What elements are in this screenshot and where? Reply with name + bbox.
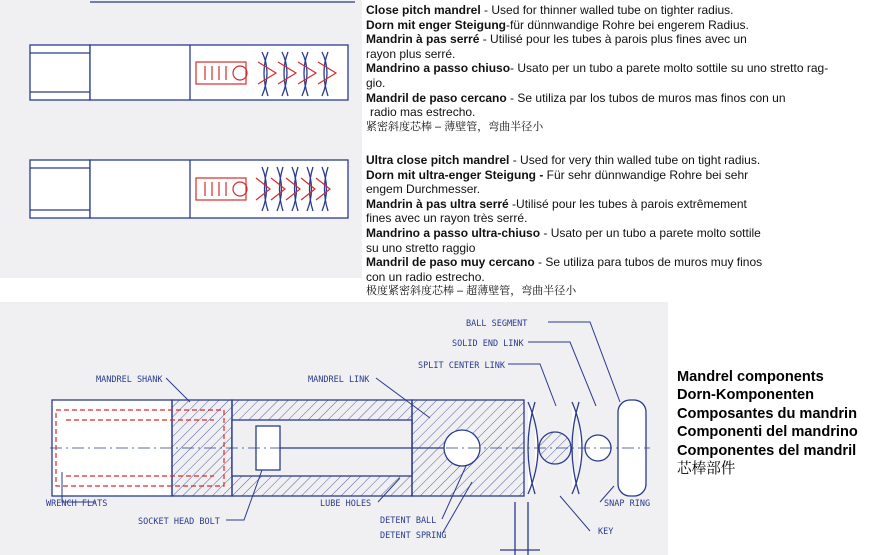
ultra-close-pitch-description xyxy=(366,153,866,299)
ultra-fr-text: -Utilisé pour les tubes à parois extrêmement xyxy=(508,196,747,211)
close-pitch-it-text2: gio. xyxy=(366,75,386,90)
ultra-es-text: - Se utiliza para tubos de muros muy finos xyxy=(534,255,763,270)
label-socket-head-bolt: SOCKET HEAD BOLT xyxy=(138,517,220,527)
components-es: Componentes del mandril xyxy=(677,442,857,459)
components-zh: 芯棒部件 xyxy=(677,461,736,478)
components-it: Componenti del mandrino xyxy=(677,424,858,441)
close-pitch-diagrams xyxy=(0,0,362,278)
close-pitch-it-title: Mandrino a passo chiuso xyxy=(366,61,511,76)
close-pitch-en-title: Close pitch mandrel xyxy=(366,3,481,17)
close-pitch-es-text: - Se utiliza par los tubos de muros mas finos con un xyxy=(506,90,786,105)
close-pitch-de-text: -für dünnwandige Rohre bei engerem Radius. xyxy=(506,17,749,32)
close-pitch-fr-text: - Utilisé pour les tubes à parois plus fines avec un xyxy=(479,32,747,47)
ultra-es-title: Mandril de paso muy cercano xyxy=(366,255,535,270)
ultra-fr-title: Mandrin à pas ultra serré xyxy=(366,196,509,211)
ultra-zh: 极度紧密斜度芯棒 – 超薄壁管，弯曲半径小 xyxy=(366,285,577,298)
ultra-de-title: Dorn mit ultra-enger Steigung - xyxy=(366,167,544,182)
components-fr: Composantes du mandrin xyxy=(677,405,858,422)
components-drawing xyxy=(0,302,668,555)
close-pitch-zh: 紧密斜度芯棒 – 薄壁管，弯曲半径小 xyxy=(366,120,544,133)
label-lube-holes: LUBE HOLES xyxy=(320,499,372,509)
ultra-it-text: - Usato per un tubo a parete molto sottile xyxy=(540,225,761,240)
label-detent-ball: DETENT BALL xyxy=(380,516,437,526)
label-key: KEY xyxy=(598,527,614,537)
ultra-it-text2: su uno stretto raggio xyxy=(366,240,476,255)
ultra-es-text2: con un radio estrecho. xyxy=(366,269,485,284)
ultra-fr-text2: fines avec un rayon très serré. xyxy=(366,211,528,226)
ultra-en-title: Ultra close pitch mandrel xyxy=(366,153,510,167)
close-pitch-en-text: - Used for thinner walled tube on tighter radius. xyxy=(480,3,734,17)
label-wrench-flats: WRENCH FLATS xyxy=(46,499,108,509)
ultra-en-text: - Used for very thin walled tube on tight radius. xyxy=(509,153,761,167)
close-pitch-es-text2: radio mas estrecho. xyxy=(370,105,476,120)
mandrel-pitch-drawings xyxy=(0,0,362,278)
label-split-center-link: SPLIT CENTER LINK xyxy=(418,361,505,371)
ultra-de-text2: engem Durchmesser. xyxy=(366,182,481,197)
components-de: Dorn-Komponenten xyxy=(677,387,815,404)
label-solid-end-link: SOLID END LINK xyxy=(452,339,524,349)
components-title-block xyxy=(677,368,858,478)
close-pitch-de-title: Dorn mit enger Steigung xyxy=(366,17,507,32)
label-detent-spring: DETENT SPRING xyxy=(380,531,447,541)
mandrel-components-diagram xyxy=(0,302,668,555)
components-en: Mandrel components xyxy=(677,369,824,385)
label-mandrel-shank: MANDREL SHANK xyxy=(96,375,163,385)
label-ball-segment: BALL SEGMENT xyxy=(466,319,528,329)
close-pitch-description xyxy=(366,3,866,134)
ultra-it-title: Mandrino a passo ultra-chiuso xyxy=(366,225,541,240)
close-pitch-fr-title: Mandrin à pas serré xyxy=(366,32,480,47)
ultra-de-text: Für sehr dünnwandige Rohre bei sehr xyxy=(543,167,749,182)
close-pitch-es-title: Mandril de paso cercano xyxy=(366,90,507,105)
close-pitch-it-text: - Usato per un tubo a parete molto sottile su uno stretto rag- xyxy=(510,61,829,76)
close-pitch-fr-text2: rayon plus serré. xyxy=(366,46,456,61)
label-mandrel-link: MANDREL LINK xyxy=(308,375,370,385)
label-snap-ring: SNAP RING xyxy=(604,499,651,509)
